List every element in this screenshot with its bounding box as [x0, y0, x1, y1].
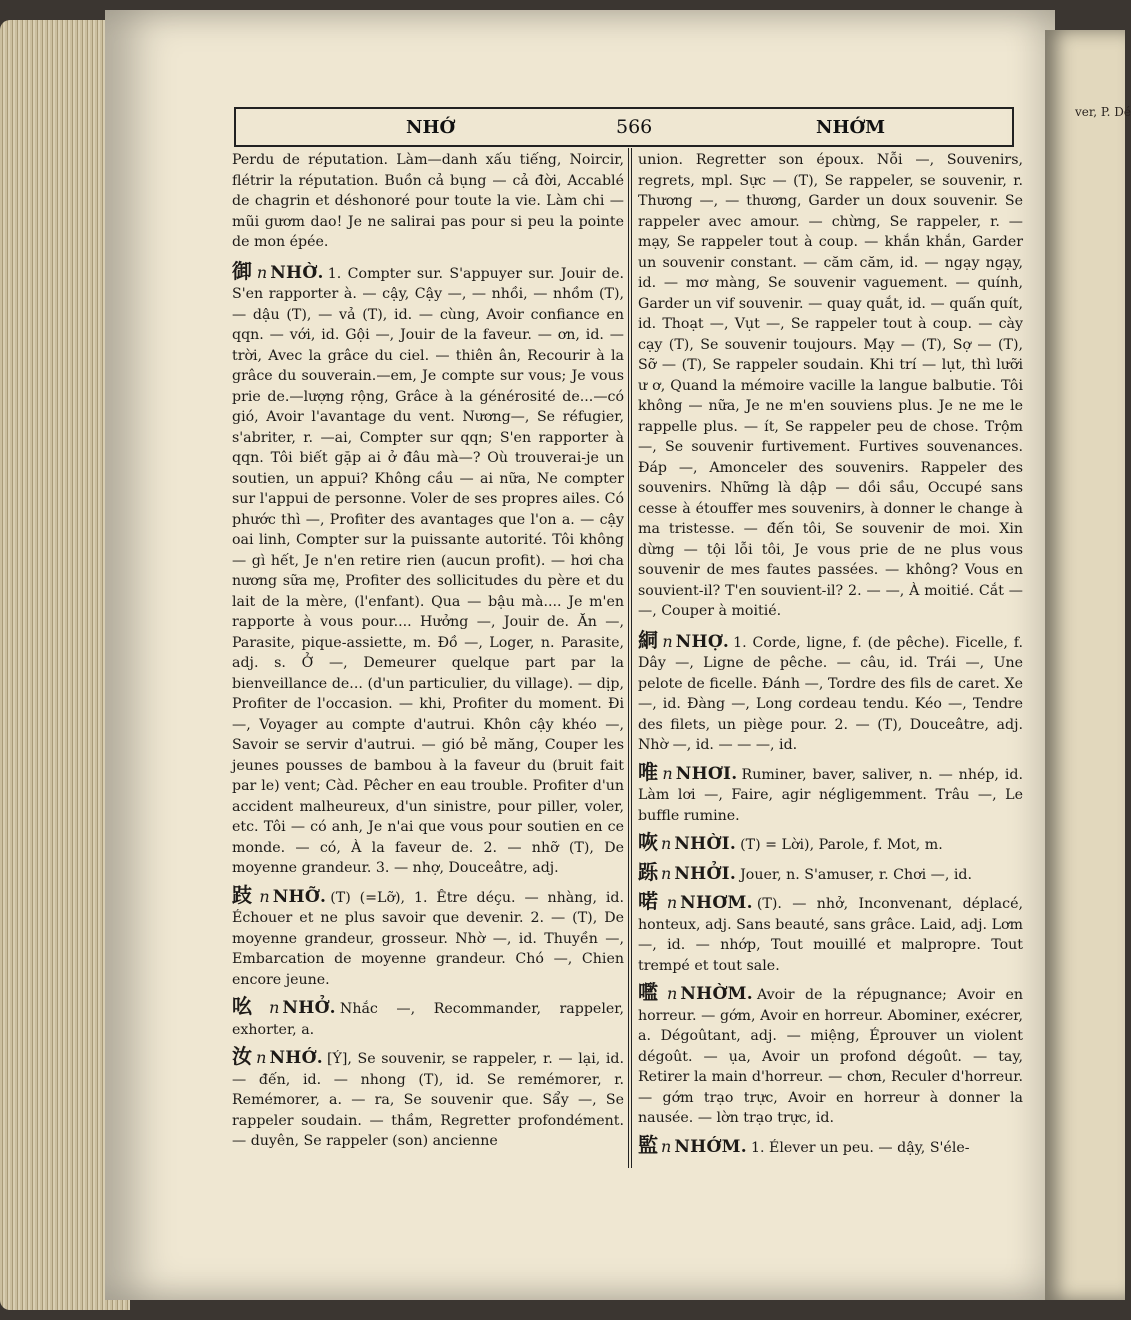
dictionary-entry	[638, 859, 1023, 886]
entry-headword: NHƠM.	[680, 893, 753, 913]
entry-definition: (T). — nhở, Inconvenant, déplacé, honteux, adj. Sans beauté, sans grâce. Laid, adj. Lơm —, id. — nhớp, Tout mouillé et malpropre. Tout trempé et tout sale.	[638, 896, 1023, 974]
dictionary-entry	[638, 759, 1023, 827]
entry-headword: NHỜ.	[270, 262, 324, 283]
header-right-guideword: NHỚM	[816, 116, 886, 138]
right-column	[638, 150, 1023, 1164]
entry-definition: Ruminer, baver, saliver, n. — nhép, id. Làm lơi —, Faire, agir négligemment. Trâu —, Le buffle rumine.	[638, 766, 1023, 824]
entry-definition: Avoir de la répugnance; Avoir en horreur. — gớm, Avoir en horreur. Abominer, exécrer, a. Dégoûtant, adj. — miệng, Éprouver un violent dégoût. — ụa, Avoir un profond dégoût. — tay, Retirer la main d'horreur. — chơn, Reculer d'horreur. — gớm trạo trực, Avoir en horreur à donner la nausée. — lờn trạo trực, id.	[638, 987, 1024, 1126]
column-divider	[628, 148, 632, 1168]
dictionary-entry	[638, 1132, 1023, 1159]
left-column	[232, 150, 624, 1158]
entry-character: 跞	[638, 859, 658, 884]
header-left-guideword: NHỚ	[406, 116, 456, 138]
entry-headword: NHỞ.	[282, 998, 336, 1018]
entry-definition: Nhắc —, Recommander, rappeler, exhorter, a.	[232, 1001, 624, 1038]
facing-page-fragment: ver, P. Dé	[1075, 105, 1131, 119]
entry-pos: n	[256, 262, 268, 282]
entry-character: 絧	[638, 627, 660, 652]
entry-headword: NHỢ.	[675, 631, 730, 652]
entry-pos: n	[256, 1048, 267, 1067]
dictionary-entry	[232, 258, 625, 879]
entry-headword: NHỜM.	[680, 984, 753, 1004]
entry-pos: n	[269, 998, 280, 1017]
entry-definition: Jouer, n. S'amuser, r. Chơi —, id.	[740, 866, 973, 883]
entry-headword: NHƠI.	[675, 763, 738, 784]
entry-pos: n	[259, 886, 270, 906]
dictionary-entry	[638, 982, 1023, 1129]
facing-page	[1045, 30, 1131, 1300]
page-number: 566	[616, 116, 653, 138]
entry-character: 咴	[638, 830, 658, 854]
entry-definition: 1. Élever un peu. — dậy, S'éle-	[750, 1139, 970, 1156]
entry-character: 唯	[638, 759, 660, 784]
entry-definition: (T) (=Lỡ), 1. Être déçu. — nhàng, id. Échouer et ne plus savoir que devenir. 2. — (T), De moyenne grandeur, grosseur. Nhờ —, id. Thuyền —, Embarcation de moyenne grandeur. Chó —, Chien encore jeune.	[232, 889, 624, 988]
entry-character: 御	[232, 258, 254, 283]
dictionary-entry	[638, 891, 1023, 976]
entry-pos: n	[667, 984, 678, 1003]
entry-definition: 1. Corde, ligne, f. (de pêche). Ficelle, f. Dây —, Ligne de pêche. — câu, id. Trái —, Une pelote de ficelle. Đánh —, Tordre des fils de caret. Xe —, id. Đàng —, Long cordeau tendu. Kéo —, Tendre des filets, un piège pour. 2. — (T), Douceâtre, adj. Nhờ —, id. — — —, id.	[638, 634, 1024, 753]
entry-pos: n	[666, 893, 678, 912]
entry-headword: NHỠ.	[272, 886, 327, 907]
entry-pos: n	[662, 763, 673, 783]
entry-headword: NHỜI.	[674, 834, 737, 854]
dictionary-entry	[232, 996, 624, 1040]
dictionary-entry	[232, 882, 624, 991]
entry-character: 汝	[232, 1044, 254, 1068]
entry-pos: n	[661, 834, 672, 853]
entry-pos: n	[661, 863, 672, 883]
entry-pos: n	[662, 631, 673, 651]
entry-pos: n	[661, 1136, 672, 1156]
entry-character: 嚂	[638, 980, 665, 1004]
continuation-text: Perdu de réputation. Làm—danh xấu tiếng, Noircir, flétrir la réputation. Buồn cả bụng — cả đời, Accablé de chagrin et déshonoré pour toute la vie. Làm chi — mũi gươm dao! Je ne salirai pas pour si peu la pointe de mon épée.	[232, 152, 624, 250]
entry-character: 監	[638, 1132, 658, 1157]
dictionary-entry	[232, 1046, 624, 1152]
continuation-text: union. Regretter son époux. Nỗi —, Souvenirs, regrets, mpl. Sực — (T), Se rappeler, se souvenir, r. Thương —, — thương, Garder un doux souvenir. Se rappeler avec amour. — chừng, Se rappeler, r. — mạy, Se rappeler tout à coup. — khắn khắn, Garder un souvenir constant. — căm căm, id. — ngạy ngạy, id. — mơ màng, Se souvenir vaguement. — quính, Garder un vif souvenir. — quay quắt, id. — quấn quít, id. Thoạt —, Vụt —, Se rappeler tout à coup. — cày cạy (T), Se souvenir toujours. Mạy — (T), Sợ — (T), Sỡ — (T), Se rappeler soudain. Khi trí — lụt, thì lưỡi ư ơ, Quand la mémoire vacille la langue balbutie. Tôi không — nữa, Je ne m'en souviens plus. Je ne me le rappelle plus. — ít, Se rappeler peu de chose. Trộm —, Se souvenir furtivement. Furtives souvenances. Đáp —, Amonceler des souvenirs. Rappeler des souvenirs. Những là dập — dồi sầu, Occupé sans cesse à étouffer mes souvenirs, à donner le change à ma tristesse. — đến tôi, Se souvenir de moi. Xin dừng — tội lỗi tôi, Je vous prie de ne plus vous souvenir de mes fautes passées. — không? Vous en souvient-il? T'en souvient-il? 2. — —, À moitié. Cắt — —, Couper à moitié.	[638, 152, 1023, 619]
entry-character: 吆	[232, 994, 267, 1018]
entry-headword: NHỚM.	[674, 1136, 747, 1157]
entry-definition: 1. Compter sur. S'appuyer sur. Jouir de. S'en rapporter à. — cậy, Cậy —, — nhồi, — nhồm (T), — dậu (T), — vả (T), id. — cùng, Avoir confiance en qqn. — với, id. Gội —, Jouir de la faveur. — ơn, id. — trời, Avec la grâce du ciel. — thiên ân, Recourir à la grâce du souverain.—em, Je compte sur vous; Je vous prie de.—lượng rộng, Grâce à la générosité de...—có gió, Avoir l'avantage du vent. Nương—, Se réfugier, s'abriter, r. —ai, Compter sur qqn; S'en rapporter à qqn. Tôi biết gặp ai ở đâu mà—? Où trouverai-je un soutien, un appui? Không cầu — ai nữa, Ne compter sur l'appui de personne. Voler de ses propres ailes. Có phước thì —, Profiter des avantages que l'on a. — cậy oai linh, Compter sur la puissante autorité. Tôi không — gì hết, Je n'en retire rien (aucun profit). — hơi cha nương sữa mẹ, Profiter des sollicitudes du père et du lait de la mère, (l'enfant). Qua — bậu mà.... Je m'en rapporte à vous pour.... Hưởng —, Jouir de. Ăn —, Parasite, pique-assiette, m. Đồ —, Loger, n. Parasite, adj. s. Ở —, Demeurer quelque part par la bienveillance de... (d'un particulier, du village). — dịp, Profiter de l'occasion. — khi, Profiter du moment. Đi —, Voyager au compte d'autrui. Khôn cậy khéo —, Savoir se servir d'autrui. — gió bẻ măng, Couper les jeunes pousses de bambou à la faveur du (bruit fait par le) vent; Càd. Pêcher en eau trouble. Profiter d'un accident malheureux, d'un sinistre, pour piller, voler, etc. Tôi — có anh, Je n'ai que vous pour soutien en ce monde. — có, À la faveur de. 2. — nhỡ (T), De moyenne grandeur. 3. — nhợ, Douceâtre, adj.	[232, 265, 625, 876]
entry-definition: (T) = Lời), Parole, f. Mot, m.	[740, 837, 943, 853]
dictionary-entry	[638, 627, 1024, 756]
running-header	[234, 107, 1014, 147]
dictionary-entry	[638, 832, 1023, 856]
entry-headword: NHỞI.	[674, 863, 737, 884]
entry-character: 跂	[232, 882, 257, 907]
entry-character: 喏	[638, 889, 664, 913]
entry-headword: NHỚ.	[269, 1048, 323, 1068]
entry-definition: [Ý], Se souvenir, se rappeler, r. — lại, id. — đến, id. — nhong (T), id. Se remémorer, r. Remémorer, a. — ra, Se souvenir que. Sẩy —, Se rappeler soudain. — thầm, Regretter profondément. — duyên, Se rappeler (son) ancienne	[232, 1051, 625, 1149]
